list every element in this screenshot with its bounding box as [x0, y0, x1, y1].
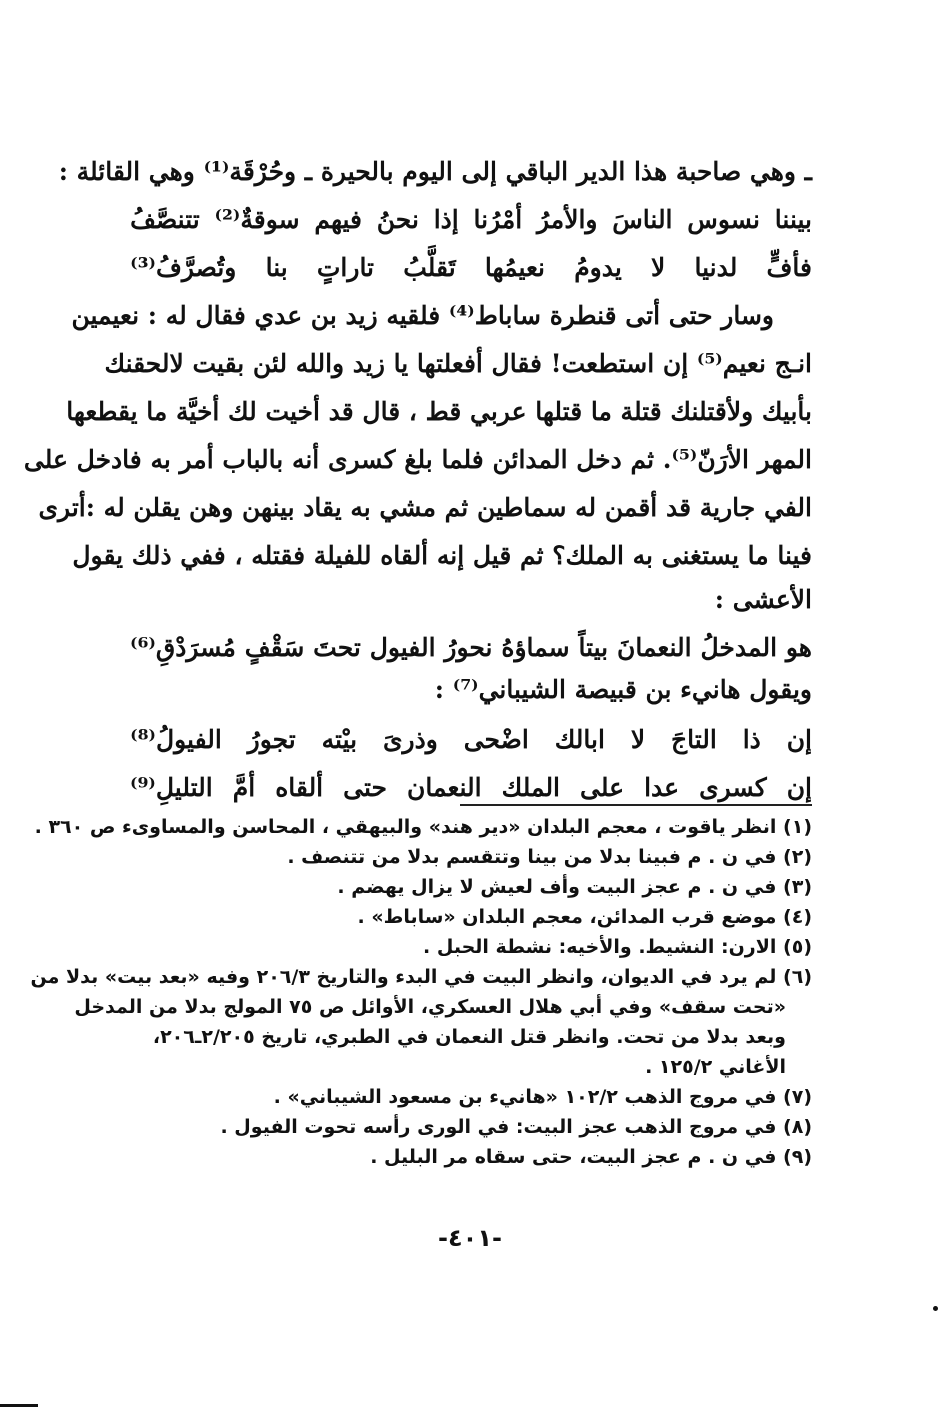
footnote-rule — [460, 804, 812, 806]
verse-word: حتى — [343, 773, 387, 802]
text-line: ـ وهي صاحبة هذا الدير الباقي إلى اليوم بالحيرة ـ وحُرْقَة⁽¹⁾ وهي القائلة : — [58, 157, 812, 186]
verse-word: فأفٍّ — [766, 253, 812, 282]
text-line: ويقول هانيء بن قبيصة الشيباني⁽⁷⁾ : — [434, 675, 812, 704]
footnote-2: (٢) في ن . م فبينا بدلا من بينا وتتقسم بدلا من تتنصف . — [287, 846, 812, 868]
verse-word: النعمان — [407, 773, 482, 802]
verse-line — [130, 716, 812, 764]
footnote-6-continued: «تحت سقف» وفي أبي هلال العسكري، الأوائل ص ٧٥ المولج بدلا من المدخل — [74, 996, 786, 1018]
verse-word: نعيمُها — [484, 253, 545, 282]
verse-word: تاراتٍ — [316, 253, 375, 282]
text-line: الأعشى : — [714, 585, 812, 614]
footnote-6: (٦) لم يرد في الديوان، وانظر البيت في البدء والتاريخ ٢٠٦/٣ وفيه «بعد بيت» بدلا من — [30, 966, 812, 988]
verse-word: النعمانَ — [617, 633, 692, 662]
verse-word: بيْته — [321, 725, 358, 754]
scan-edge-mark — [0, 1404, 38, 1407]
text-line: الفي جارية قد أقمن له سماطين ثم مشي به يقاد بينهن وهن يقلن له :أترى — [38, 493, 812, 522]
verse-word: نحنُ — [376, 205, 419, 234]
verse-word: بنا — [265, 253, 288, 282]
verse-word: إن — [786, 773, 812, 802]
verse-word: الفيولُ⁽⁸⁾ — [130, 725, 222, 754]
verse-word: التاجَ — [670, 725, 717, 754]
verse-line — [130, 244, 812, 292]
verse-word: عدا — [644, 773, 680, 802]
verse-word: أمَّ — [232, 773, 256, 802]
verse-word: المدخلُ — [700, 633, 778, 662]
footnote-7: (٧) في مروج الذهب ١٠٢/٢ «هانيء بن مسعود الشيباني» . — [273, 1086, 812, 1108]
footnotes — [30, 812, 812, 1172]
verse-word: أمْرُنا — [473, 205, 523, 234]
footnote-4: (٤) موضع قرب المدائن، معجم البلدان «ساباط» . — [357, 906, 812, 928]
footnote-1: (١) انظر ياقوت ، معجم البلدان «دير هند» والبيهقي ، المحاسن والمساوىء ص ٣٦٠ . — [34, 816, 812, 838]
text-line: بأبيك ولأقتلنك قتلة ما قتلها عربي قط ، قال قد أخيت لك أخيَّة ما يقطعها — [66, 397, 812, 426]
verse-word: ألقاه — [275, 773, 324, 802]
text-line: المهر الأرَنّ⁽⁵⁾. ثم دخل المدائن فلما بلغ كسرى أنه بالباب أمر به فادخل على — [23, 445, 812, 474]
verse-word: لدنيا — [694, 253, 738, 282]
footnote-3: (٣) في ن . م عجز البيت وأف لعيش لا يزال يهضم . — [337, 876, 812, 898]
verse-word: اضْحى — [463, 725, 529, 754]
verse-word: يدومُ — [574, 253, 622, 282]
verse-word: وذرىَ — [382, 725, 438, 754]
text-line: وسار حتى أتى قنطرة ساباط⁽⁴⁾ فلقيه زيد بن عدي فقال له : نعيمين — [71, 301, 774, 330]
verse-line — [130, 624, 812, 670]
footnote-6-continued: الأغاني ١٢٥/٢ . — [645, 1056, 786, 1078]
verse-word: الناسَ — [612, 205, 673, 234]
verse-line — [130, 196, 812, 244]
verse-word: سوقةٌ⁽²⁾ — [214, 205, 300, 234]
verse-word: هو — [785, 633, 812, 662]
verse-word: نسوس — [687, 205, 760, 234]
text-line: انـج نعيم⁽⁵⁾ إن استطعت! فقال أفعلتها يا زيد والله لئن بقيت لالحقنك — [104, 349, 812, 378]
verse-word: الملك — [501, 773, 561, 802]
footnote-8: (٨) في مروج الذهب عجز البيت: في الورى رأسه تحوت الفيول . — [220, 1116, 812, 1138]
verse-word: إن — [786, 725, 812, 754]
footnote-6-continued: وبعد بدلا من تحت. وانظر قتل النعمان في الطبري، تاريخ ٢/٢٠٥ـ٢٠٦، — [152, 1026, 786, 1048]
verse-word: تتنصَّفُ — [130, 205, 200, 234]
verse-word: ذا — [742, 725, 761, 754]
verse-word: والأمرُ — [537, 205, 598, 234]
scan-speck — [933, 1306, 938, 1311]
footnote-5: (٥) الارن: النشيط. والأخيه: نشطة الحبل . — [423, 936, 812, 958]
verse-word: لا — [651, 253, 666, 282]
verse-word: على — [580, 773, 625, 802]
verse-word: التليلِ⁽⁹⁾ — [130, 773, 213, 802]
verse-word: تَقلَّبُ — [403, 253, 456, 282]
verse-word: بيتاً — [578, 633, 609, 662]
verse-word: الفيول — [369, 633, 436, 662]
verse-word: لا — [630, 725, 646, 754]
verse-word: وتُصرَّفُ⁽³⁾ — [130, 253, 237, 282]
verse-word: نحورُ — [444, 633, 493, 662]
text-line: فينا ما يستغنى به الملك؟ ثم قيل إنه ألقاه للفيلة فقتله ، ففي ذلك يقول — [72, 541, 812, 570]
verse-word: إذا — [433, 205, 459, 234]
verse-word: مُسرَدْقِ⁽⁶⁾ — [130, 633, 236, 662]
verse-word: تحتَ — [313, 633, 361, 662]
verse-word: ابالك — [554, 725, 605, 754]
verse-word: تجورُ — [247, 725, 296, 754]
page-number: -٤٠١- — [438, 1224, 502, 1252]
verse-word: بيننا — [774, 205, 812, 234]
footnote-9: (٩) في ن . م عجز البيت، حتى سقاه مر البليل . — [370, 1146, 812, 1168]
verse-word: فيهم — [314, 205, 362, 234]
verse-word: سماؤهُ — [501, 633, 570, 662]
verse-word: سَقْفٍ — [244, 633, 305, 662]
main-text — [23, 148, 812, 812]
verse-word: كسرى — [699, 773, 767, 802]
